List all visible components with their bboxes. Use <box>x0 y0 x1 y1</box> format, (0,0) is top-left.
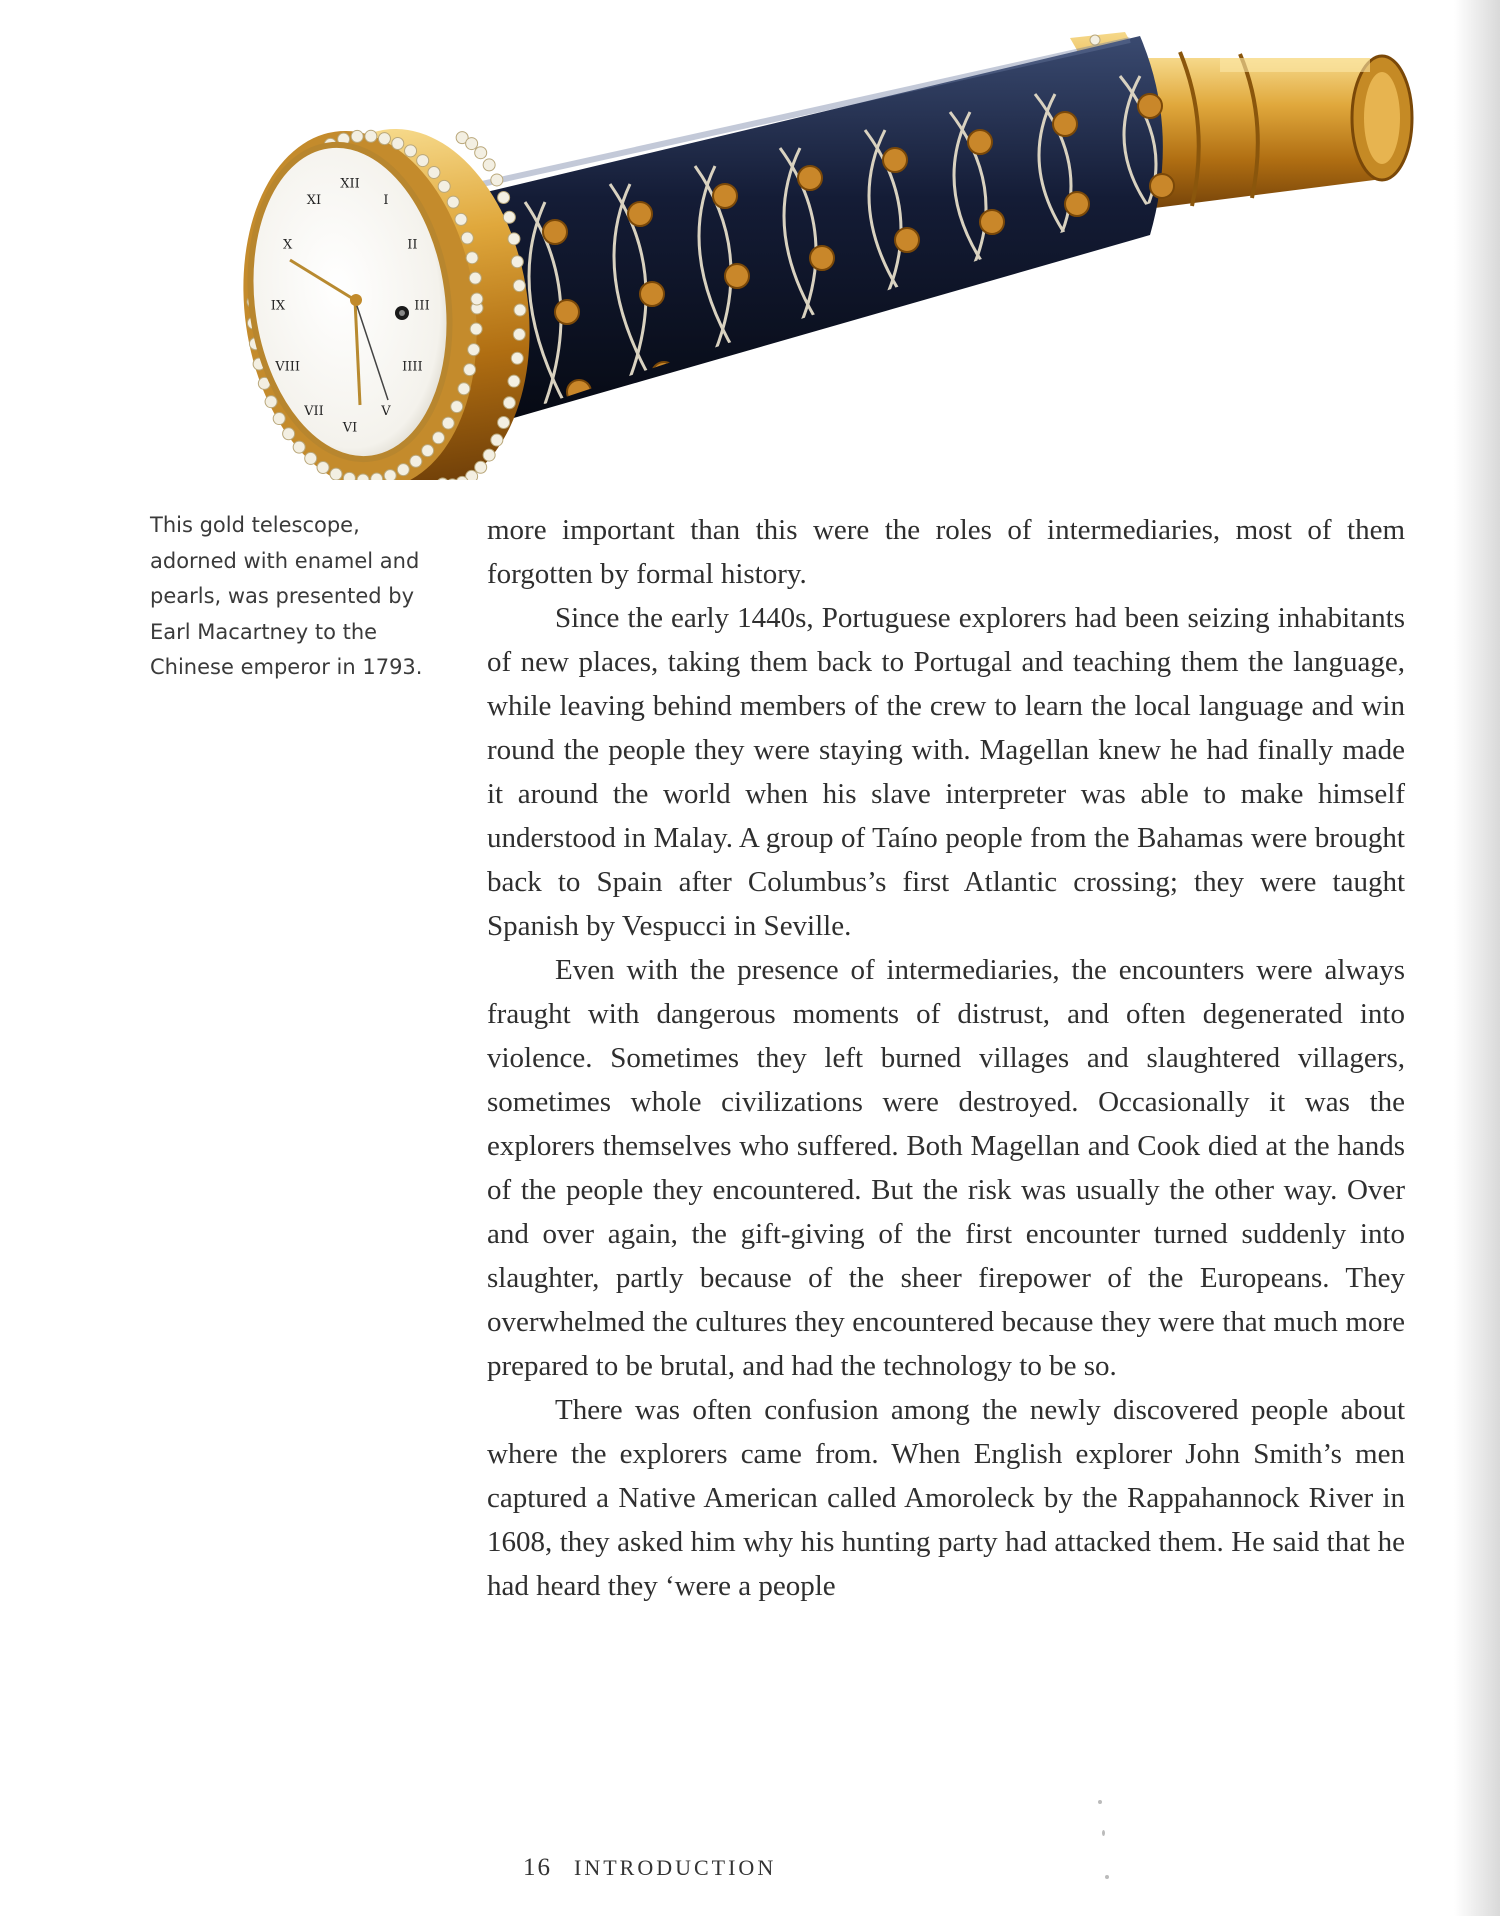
pearl <box>343 472 355 480</box>
gold-rosette <box>1138 94 1162 118</box>
gold-rosette <box>1065 192 1089 216</box>
pearl <box>455 213 467 225</box>
pearl <box>503 211 515 223</box>
page-edge-shadow <box>1454 0 1500 1916</box>
pearl <box>371 473 383 480</box>
pearl <box>464 364 476 376</box>
body-paragraph: There was often confusion among the newly discovered people about where the explorers came from. When English explorer John Smith’s men captured a Native American called Amoroleck by the Rappahannock River in 1608, they asked him why his hunting party had attacked them. He said that he had heard they ‘were a people <box>487 1394 1405 1602</box>
gold-rosette <box>822 326 846 350</box>
pearl <box>513 280 525 292</box>
pearl <box>305 452 317 464</box>
pearl <box>466 252 478 264</box>
gold-rosette <box>1077 272 1101 296</box>
clock-numeral: V <box>381 404 391 420</box>
pearl <box>330 468 342 480</box>
gold-rosette <box>907 308 931 332</box>
clock-numeral: VIII <box>275 359 301 375</box>
page-number: 16 <box>523 1854 552 1881</box>
pearl <box>483 159 495 171</box>
clock-numeral: X <box>283 237 293 253</box>
pearl <box>283 428 295 440</box>
body-paragraph: Since the early 1440s, Portuguese explorers had been seizing inhabitants of new places, taking them back to Portugal and teaching them the language, while leaving behind members of the crew to learn the local language and win round the people they were staying with. Magellan knew he had finally made it around the world when his slave interpreter was able to make himself understood in Malay. A group of Taíno people from the Bahamas were brought back to Spain after Columbus’s first Atlantic crossing; they were taught Spanish by Vespucci in Seville. <box>487 602 1405 942</box>
pearl <box>475 461 487 473</box>
gold-rosette <box>713 184 737 208</box>
clock-numeral: VI <box>342 420 358 436</box>
body-paragraph: more important than this were the roles of intermediaries, most of them forgotten by formal history. <box>487 514 1405 590</box>
pearl <box>513 328 525 340</box>
clock-numeral: XI <box>306 192 322 208</box>
pearl <box>265 396 277 408</box>
clock-numeral: II <box>407 237 418 253</box>
pearl <box>384 470 396 480</box>
gold-rosette <box>895 228 919 252</box>
pearl <box>461 232 473 244</box>
pearl <box>511 352 523 364</box>
gold-rosette <box>883 148 907 172</box>
pearl <box>470 323 482 335</box>
print-speck <box>1102 1830 1105 1836</box>
pearl <box>432 432 444 444</box>
gold-rosette <box>992 290 1016 314</box>
pearl <box>508 233 520 245</box>
page-footer <box>523 1854 776 1882</box>
pearl <box>417 155 429 167</box>
pearl <box>511 256 523 268</box>
pearl <box>503 397 515 409</box>
gold-rosette <box>1150 174 1174 198</box>
pearl <box>1090 35 1100 45</box>
pearl <box>365 130 377 142</box>
clock-numeral: VII <box>304 404 324 420</box>
pearl <box>458 383 470 395</box>
pearl <box>392 138 404 150</box>
gold-rosette <box>543 220 567 244</box>
pearl <box>475 147 487 159</box>
pearl <box>498 416 510 428</box>
pearl <box>428 166 440 178</box>
figure-caption: This gold telescope, adorned with enamel and pearls, was presented by Earl Macartney to the Chinese emperor in 1793. <box>150 513 423 679</box>
gold-rosette <box>968 130 992 154</box>
pearl <box>397 464 409 476</box>
pearl <box>422 445 434 457</box>
print-speck <box>1098 1800 1102 1804</box>
pearl <box>447 196 459 208</box>
body-text <box>487 508 1405 1608</box>
gold-rosette <box>1162 254 1186 278</box>
pearl <box>351 130 363 142</box>
gold-rosette <box>628 202 652 226</box>
pearl <box>471 293 483 305</box>
pearl <box>378 133 390 145</box>
pearl <box>483 449 495 461</box>
pearl <box>451 401 463 413</box>
running-section-title: INTRODUCTION <box>574 1855 777 1880</box>
gold-rosette <box>640 282 664 306</box>
gold-rosette <box>810 246 834 270</box>
pearl <box>442 417 454 429</box>
pearl <box>491 434 503 446</box>
pearl <box>317 461 329 473</box>
body-paragraph: Even with the presence of intermediaries, the encounters were always fraught with dangerous moments of distrust, and often degenerated into violence. Sometimes they left burned villages and slaughtered villagers, sometimes whole civilizations were destroyed. Occasionally it was the explorers themselves who suffered. Both Magellan and Cook died at the hands of the people they encountered. But the risk was usually the other way. Over and over again, the gift-giving of the first encounter turned suddenly into slaughter, partly because of the sheer firepower of the Europeans. They overwhelmed the cultures they encountered because they were that much more prepared to be brutal, and had the technology to be so. <box>487 954 1405 1382</box>
telescope-illustration <box>140 10 1420 480</box>
clock-numeral: I <box>383 192 389 208</box>
gold-rosette <box>555 300 579 324</box>
pearl <box>514 304 526 316</box>
clock-numeral: III <box>414 298 430 314</box>
gold-rosette <box>725 264 749 288</box>
gold-rosette <box>798 166 822 190</box>
gold-rosette <box>1053 112 1077 136</box>
pearl <box>405 145 417 157</box>
pearl <box>466 138 478 150</box>
pearl <box>438 180 450 192</box>
pearl <box>273 413 285 425</box>
telescope-image <box>140 10 1420 480</box>
clock-numeral: IX <box>270 298 286 314</box>
gold-rosette <box>980 210 1004 234</box>
clock-numeral: XII <box>340 176 360 192</box>
pearl <box>468 344 480 356</box>
clock-numeral: IIII <box>402 359 423 375</box>
pearl <box>498 192 510 204</box>
print-speck <box>1105 1875 1109 1879</box>
pearl <box>410 455 422 467</box>
pearl <box>491 174 503 186</box>
pearl <box>293 441 305 453</box>
pearl <box>469 272 481 284</box>
pearl <box>508 375 520 387</box>
